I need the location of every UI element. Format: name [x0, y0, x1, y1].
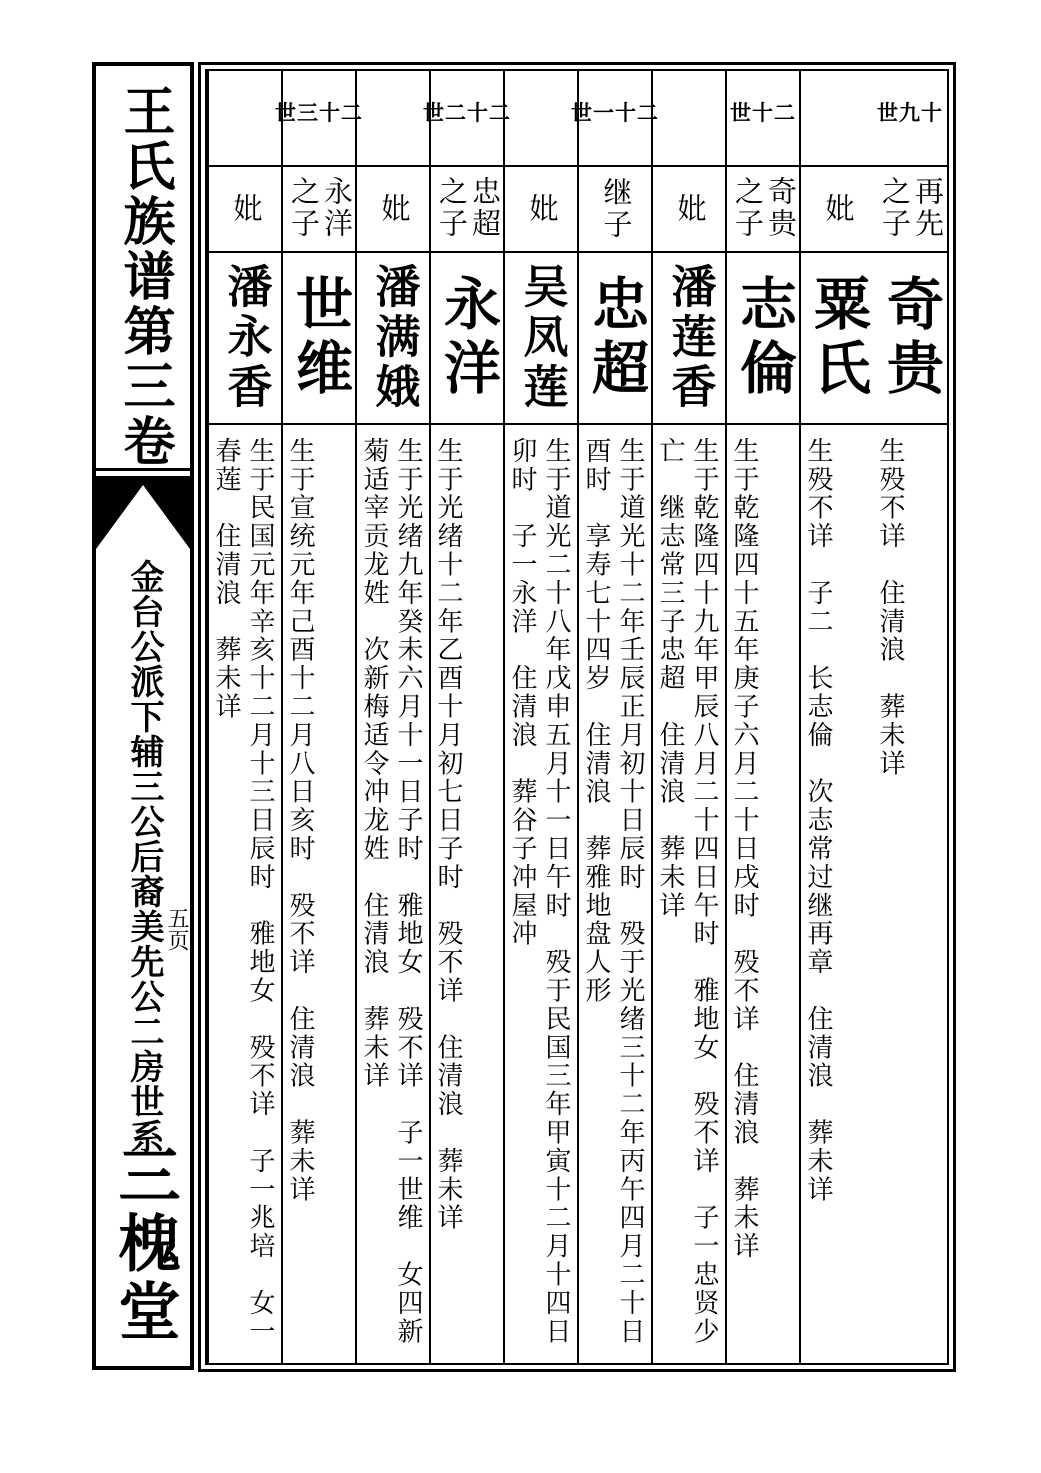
person-name-cell: [431, 253, 503, 425]
biography-text: 生于光绪十二年乙酉十月初七日子时 殁不详 住清浪 葬未详: [434, 437, 463, 1233]
biography-text: 生于道光二十八年戊申五月十一日午时 殁于民国三年甲寅十二月十四日卯时 子一永洋 住清浪 葬谷子冲屋冲: [508, 437, 571, 1346]
generation-cell: [209, 71, 281, 167]
biography-text: 生于宣统元年己酉十二月八日亥时 殁不详 住清浪 葬未详: [286, 437, 315, 1204]
relation-label: 妣: [673, 193, 706, 225]
person-name-cell: [579, 253, 651, 425]
generation-cell: [571, 71, 659, 167]
relation-label: 忠超之子: [435, 176, 500, 240]
relation-label: 妣: [821, 193, 854, 225]
person-name: 粟氏: [805, 274, 869, 402]
biography-cell: [801, 425, 873, 1363]
genealogy-column: [873, 71, 947, 1363]
person-name: 永洋: [435, 274, 499, 402]
relation-cell: [579, 167, 651, 253]
person-name-cell: [209, 253, 281, 425]
relation-cell: [209, 167, 281, 253]
relation-label: 永洋之子: [287, 176, 352, 240]
biography-text: 生殁不详 住清浪 葬未详: [876, 437, 905, 778]
genealogy-column: [275, 71, 363, 1363]
title-divider: [96, 468, 190, 479]
generation-label: 世九十: [877, 101, 943, 125]
person-name: 忠超: [583, 274, 647, 402]
biography-cell: [209, 425, 281, 1363]
biography-text: 生于民国元年辛亥十二月十三日辰时 雅地女 殁不详 子一兆培 女一春莲 住清浪 葬未详: [212, 437, 275, 1346]
person-name: 潘满娥: [368, 263, 419, 413]
biography-cell: [727, 425, 799, 1363]
genealogy-grid: [205, 69, 949, 1365]
person-name-cell: [357, 253, 429, 425]
person-name-cell: [653, 253, 725, 425]
generation-label: 世二十二: [423, 101, 511, 125]
genealogy-column: [355, 71, 429, 1363]
generation-label: 世一十二: [571, 101, 659, 125]
genealogy-column: [423, 71, 511, 1363]
sidebar-lower: [96, 555, 190, 1366]
biography-cell: [579, 425, 651, 1363]
genealogy-table: [198, 62, 956, 1372]
biography-text: 生于乾隆四十五年庚子六月二十日戌时 殁不详 住清浪 葬未详: [730, 437, 759, 1261]
biography-text: 生殁不详 子二 长志倫 次志常过继再章 住清浪 葬未详: [804, 437, 833, 1204]
genealogy-column: [503, 71, 577, 1363]
genealogy-column: [571, 71, 659, 1363]
generation-cell: [727, 71, 799, 167]
generation-label: 世三十二: [275, 101, 363, 125]
biography-cell: [653, 425, 725, 1363]
biography-text: 生于道光十二年壬辰正月初十日辰时 殁于光绪三十二年丙午四月二十日酉时 享寿七十四岁 住清浪 葬雅地盘人形: [582, 437, 645, 1346]
relation-label: 再先之子: [878, 176, 943, 240]
sidebar: [92, 62, 194, 1370]
person-name: 潘莲香: [664, 263, 715, 413]
biography-cell: [431, 425, 503, 1363]
generation-label: 世十二: [730, 101, 796, 125]
relation-label: 继子: [599, 177, 632, 241]
relation-label: 妣: [525, 193, 558, 225]
genealogy-column: [651, 71, 725, 1363]
relation-label: 妣: [229, 193, 262, 225]
biography-cell: [357, 425, 429, 1363]
relation-cell: [873, 167, 947, 253]
biography-text: 生于乾隆四十九年甲辰八月二十四日午时 雅地女 殁不详 子一忠贤少亡 继志常三子忠超 住清浪 葬未详: [656, 437, 719, 1346]
relation-label: 奇贵之子: [731, 176, 796, 240]
generation-cell: [423, 71, 511, 167]
relation-cell: [283, 167, 355, 253]
generation-cell: [505, 71, 577, 167]
genealogy-column: [207, 71, 281, 1363]
person-name-cell: [283, 253, 355, 425]
lineage-subtitle: 金台公派下辅三公后裔美先公二房世系: [125, 559, 162, 1154]
biography-cell: [283, 425, 355, 1363]
volume-title-box: [96, 66, 190, 468]
biography-text: 生于光绪九年癸未六月十一日子时 雅地女 殁不详 子一世维 女四新菊适宰贡龙姓 次新梅适令冲龙姓 住清浪 葬未详: [360, 437, 423, 1346]
generation-cell: [873, 71, 947, 167]
person-name: 世维: [287, 274, 351, 402]
person-name: 奇贵: [878, 274, 942, 402]
person-name-cell: [801, 253, 873, 425]
relation-cell: [505, 167, 577, 253]
relation-cell: [801, 167, 873, 253]
genealogy-column: [725, 71, 799, 1363]
page-number: 五页: [165, 907, 190, 951]
person-name: 志倫: [731, 274, 795, 402]
person-name: 吴凤莲: [516, 263, 567, 413]
generation-cell: [357, 71, 429, 167]
person-name-cell: [873, 253, 947, 425]
generation-cell: [653, 71, 725, 167]
relation-cell: [653, 167, 725, 253]
genealogy-column: [799, 71, 873, 1363]
biography-cell: [505, 425, 577, 1363]
biography-cell: [873, 425, 947, 1363]
relation-label: 妣: [377, 193, 410, 225]
person-name-cell: [505, 253, 577, 425]
relation-cell: [431, 167, 503, 253]
person-name-cell: [727, 253, 799, 425]
generation-cell: [275, 71, 363, 167]
relation-cell: [357, 167, 429, 253]
volume-title: 王氏族谱第三卷: [115, 84, 172, 469]
person-name: 潘永香: [220, 263, 271, 413]
relation-cell: [727, 167, 799, 253]
hall-name: 三槐堂: [109, 1143, 177, 1347]
bookmark-banner-icon: [96, 479, 190, 555]
generation-cell: [801, 71, 873, 167]
